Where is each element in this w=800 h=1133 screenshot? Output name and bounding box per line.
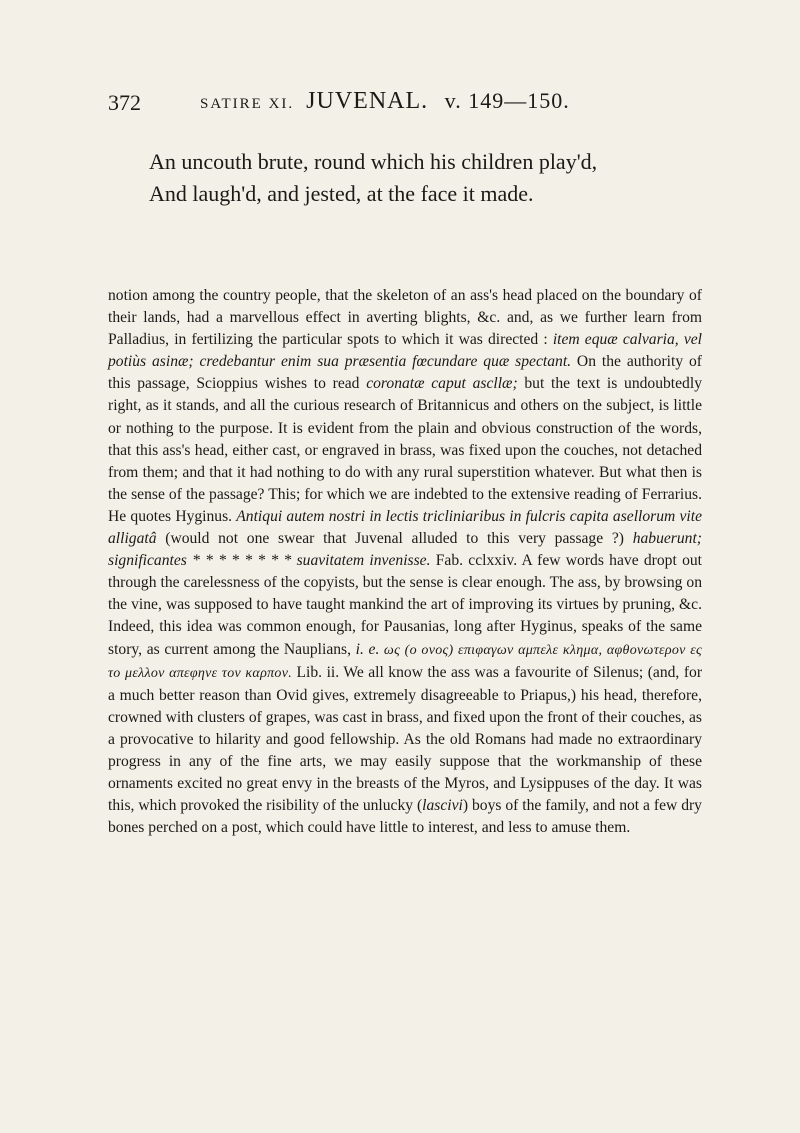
latin-quote-hyginus-cont: habuerunt; significantes * * * * * * * * suavitatem invenisse. <box>108 530 702 570</box>
latin-emendation: coronatæ caput ascllæ; <box>366 375 518 393</box>
note-text: notion among the country people, that the skeleton of an ass's head placed on the boundary of their lands, had a marvellous effect in averting blights, &c. and, as we further learn from Palladius, in fertilizing the particular spots to which it was directed : <box>108 287 702 349</box>
note-text: but the text is undoubtedly right, as it stands, and all the curious research of Britannicus and others on the subject, is little or nothing to the purpose. It is evident from the plain and obvious construction of the words, that this ass's head, either cast, or engraved in brass, was fixed upon the couches, not detached from them; and that it had nothing to do with any rural superstition whatever. But what then is the sense of the passage? This; for which we are indebted to the extensive reading of Ferrarius. He quotes Hyginus. <box>108 375 702 525</box>
commentary-note <box>108 285 702 839</box>
page-number: 372 <box>108 90 141 115</box>
note-text: On the authority of this passage, Scioppius wishes to read <box>108 353 702 393</box>
running-title <box>200 88 570 115</box>
note-text: Lib. ii. We all know the ass was a favourite of Silenus; (and, for a much better reason than Ovid gives, extremely disagreeable to Priapus,) his head, therefore, crowned with clusters of grapes, was cast in brass, and fixed upon the front of their couches, as a provocative to hilarity and good fellowship. As the old Romans had made no extraordinary progress in any of the fine arts, we may easily suppose that the workmanship of these ornaments excited no great envy in the breasts of the Myros, and Lysippuses of the day. It was this, which provoked the risibility of the unlucky ( <box>108 663 703 815</box>
note-text: Fab. cclxxiv. A few words have dropt out through the carelessness of the copyists, but the sense is clear enough. The ass, by browsing on the vine, was supposed to have taught mankind the art of improving its virtues by pruning, &c. Indeed, this idea was common enough, for Pausanias, long after Hyginus, speaks of the same story, as current among the Nauplians, <box>108 552 702 658</box>
line-reference: v. 149—150. <box>444 88 570 113</box>
verse-line-1: An uncouth brute, round which his children play'd, <box>149 149 598 174</box>
note-paragraph <box>108 285 702 839</box>
latin-quote-hyginus: Antiqui autem nostri in lectis tricliniaribus in fulcris capita asellorum vite alligatâ <box>108 507 702 548</box>
greek-quote-pausanias: ως (ο ονος) επιφαγων αμπελε κλημα, αφθονωτερον ες το μελλον απεφηνε τον καρπον. <box>108 642 703 681</box>
verse-line-2: And laugh'd, and jested, at the face it made. <box>149 181 534 206</box>
running-header <box>108 88 718 118</box>
abbrev-ie: i. e. <box>355 640 380 658</box>
note-text: ) boys of the family, and not a few dry bones perched on a post, which could have little to interest, and less to amuse them. <box>108 797 702 837</box>
verse-translation <box>149 146 669 210</box>
note-text: (would not one swear that Juvenal alluded to this very passage ?) <box>156 530 633 548</box>
latin-word-lascivi: lascivi <box>422 797 463 815</box>
author-label: JUVENAL. <box>306 88 429 114</box>
latin-quote-palladius: item equæ calvaria, vel potiùs asinæ; credebantur enim sua præsentia fœcundare quæ spectant. <box>108 331 703 371</box>
satire-label: SATIRE XI. <box>200 96 295 112</box>
